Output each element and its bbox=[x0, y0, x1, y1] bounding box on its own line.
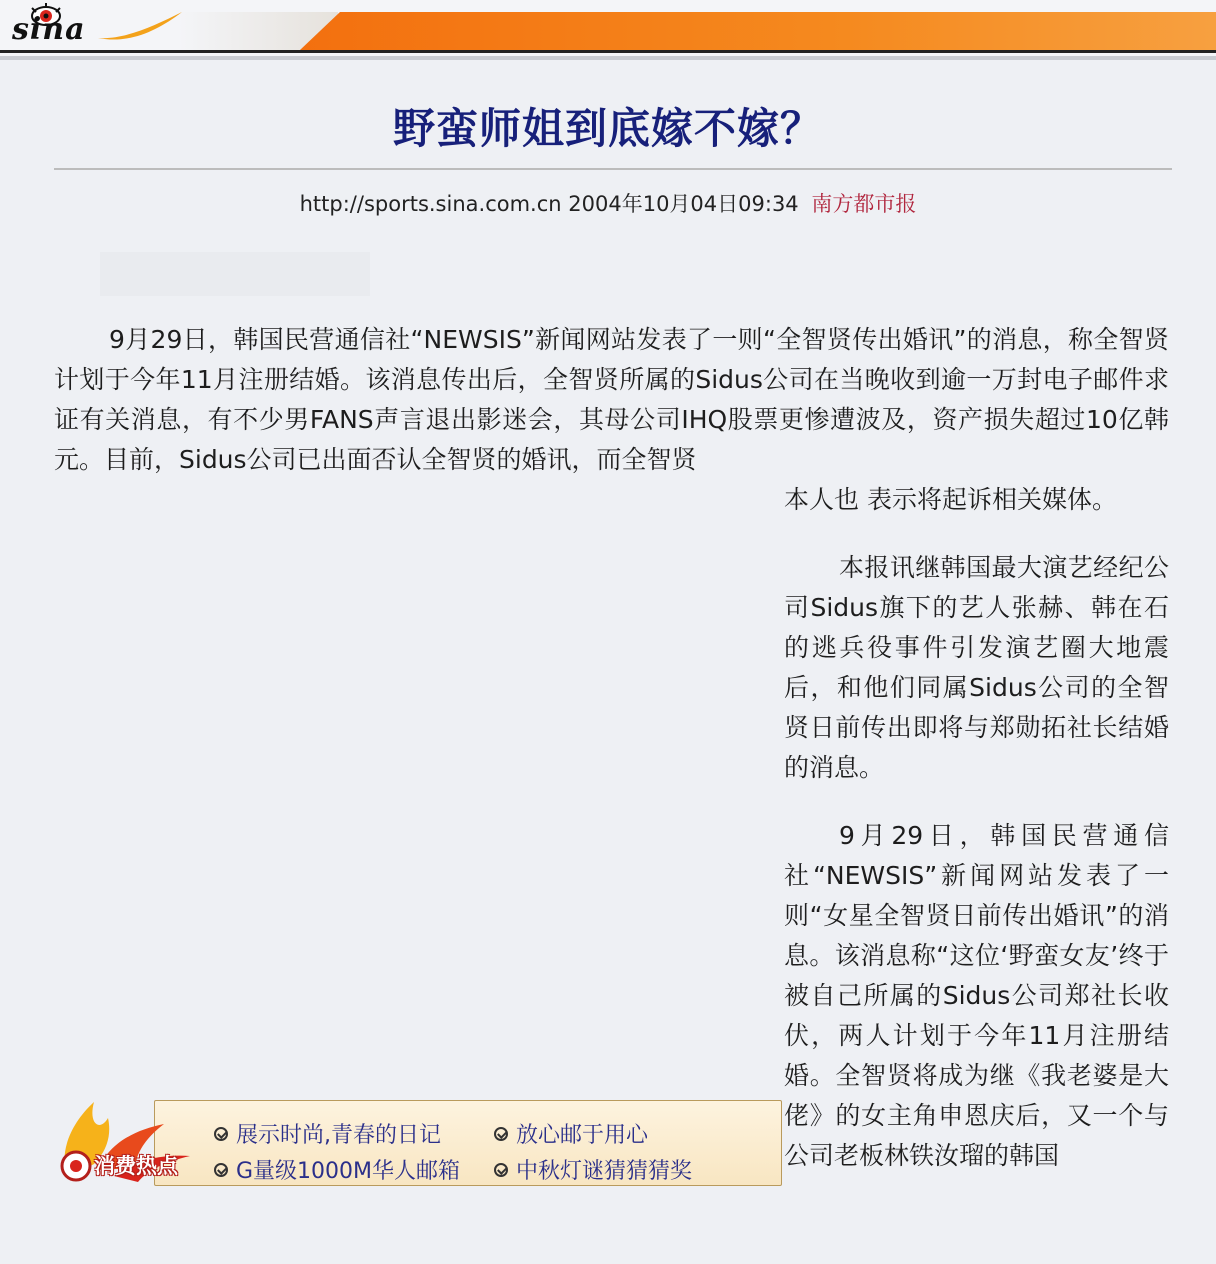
mail-icon bbox=[214, 1163, 228, 1177]
article-meta bbox=[0, 188, 1216, 218]
ad-banner bbox=[54, 1098, 780, 1186]
title-divider bbox=[54, 168, 1172, 170]
mail-icon bbox=[494, 1127, 508, 1141]
mail-icon bbox=[214, 1127, 228, 1141]
header-divider bbox=[0, 50, 1216, 53]
mail-icon bbox=[494, 1163, 508, 1177]
header-orange-bar bbox=[300, 12, 1216, 50]
text-fade-overlay bbox=[784, 1176, 1184, 1216]
article-url[interactable]: http://sports.sina.com.cn bbox=[299, 192, 562, 216]
swoosh-icon bbox=[94, 10, 184, 44]
article-paragraph-2: 本报讯继韩国最大演艺经纪公司Sidus旗下的艺人张赫、韩在石的逃兵役事件引发演艺圈大地震后，和他们同属Sidus公司的全智贤日前传出即将与郑勋拓社长结婚的消息。 bbox=[784, 553, 1169, 782]
article-title: 野蛮师姐到底嫁不嫁？ bbox=[392, 104, 823, 153]
sina-logo[interactable] bbox=[8, 2, 178, 50]
ad-link-mail-care[interactable] bbox=[494, 1118, 648, 1149]
header-shadow bbox=[0, 56, 1216, 60]
article-datetime: 2004年10月04日09:34 bbox=[568, 192, 799, 216]
ad-link-mailbox[interactable] bbox=[214, 1154, 460, 1185]
article-paragraph-1: 9月29日，韩国民营通信社“NEWSIS”新闻网站发表了一则“全智贤传出婚讯”的消息，称全智贤计划于今年11月注册结婚。该消息传出后，全智贤所属的Sidus公司在当晚收到逾一万封电子邮件求证有关消息，有不少男FANS声言退出影迷会，其母公司IHQ股票更惨遭波及，资产损失超过10亿韩元。目前，Sidus公司已出面否认全智贤的婚讯，而全智贤 bbox=[54, 325, 1170, 474]
placeholder-block bbox=[100, 252, 370, 296]
ad-link-label: 放心邮于用心 bbox=[516, 1123, 649, 1148]
article-paragraph-1-end: 本人也 表示将起诉相关媒体。 bbox=[784, 485, 1117, 514]
ad-link-label: 展示时尚,青春的日记 bbox=[236, 1123, 441, 1148]
ad-link-diary[interactable] bbox=[214, 1118, 441, 1149]
ad-logo-label: 消费热点 bbox=[94, 1154, 178, 1178]
ad-logo[interactable] bbox=[54, 1098, 194, 1188]
site-header bbox=[0, 0, 1216, 60]
article-paragraph-3: 9月29日，韩国民营通信社“NEWSIS”新闻网站发表了一则“女星全智贤日前传出婚讯”的消息。该消息称“这位‘野蛮女友’终于被自己所属的Sidus公司郑社长收伏，两人计划于今年11月注册结婚。全智贤将成为继《我老婆是大佬》的女主角申恩庆后，又一个与公司老板林铁汝瑠的韩国 bbox=[784, 821, 1169, 1170]
logo-text: sina bbox=[12, 12, 86, 47]
article-source-link[interactable]: 南方都市报 bbox=[811, 192, 917, 216]
ad-link-label: G量级1000M华人邮箱 bbox=[236, 1159, 461, 1184]
ad-link-label: 中秋灯谜猜猜猜奖 bbox=[516, 1159, 693, 1184]
ad-link-riddle[interactable] bbox=[494, 1154, 692, 1185]
